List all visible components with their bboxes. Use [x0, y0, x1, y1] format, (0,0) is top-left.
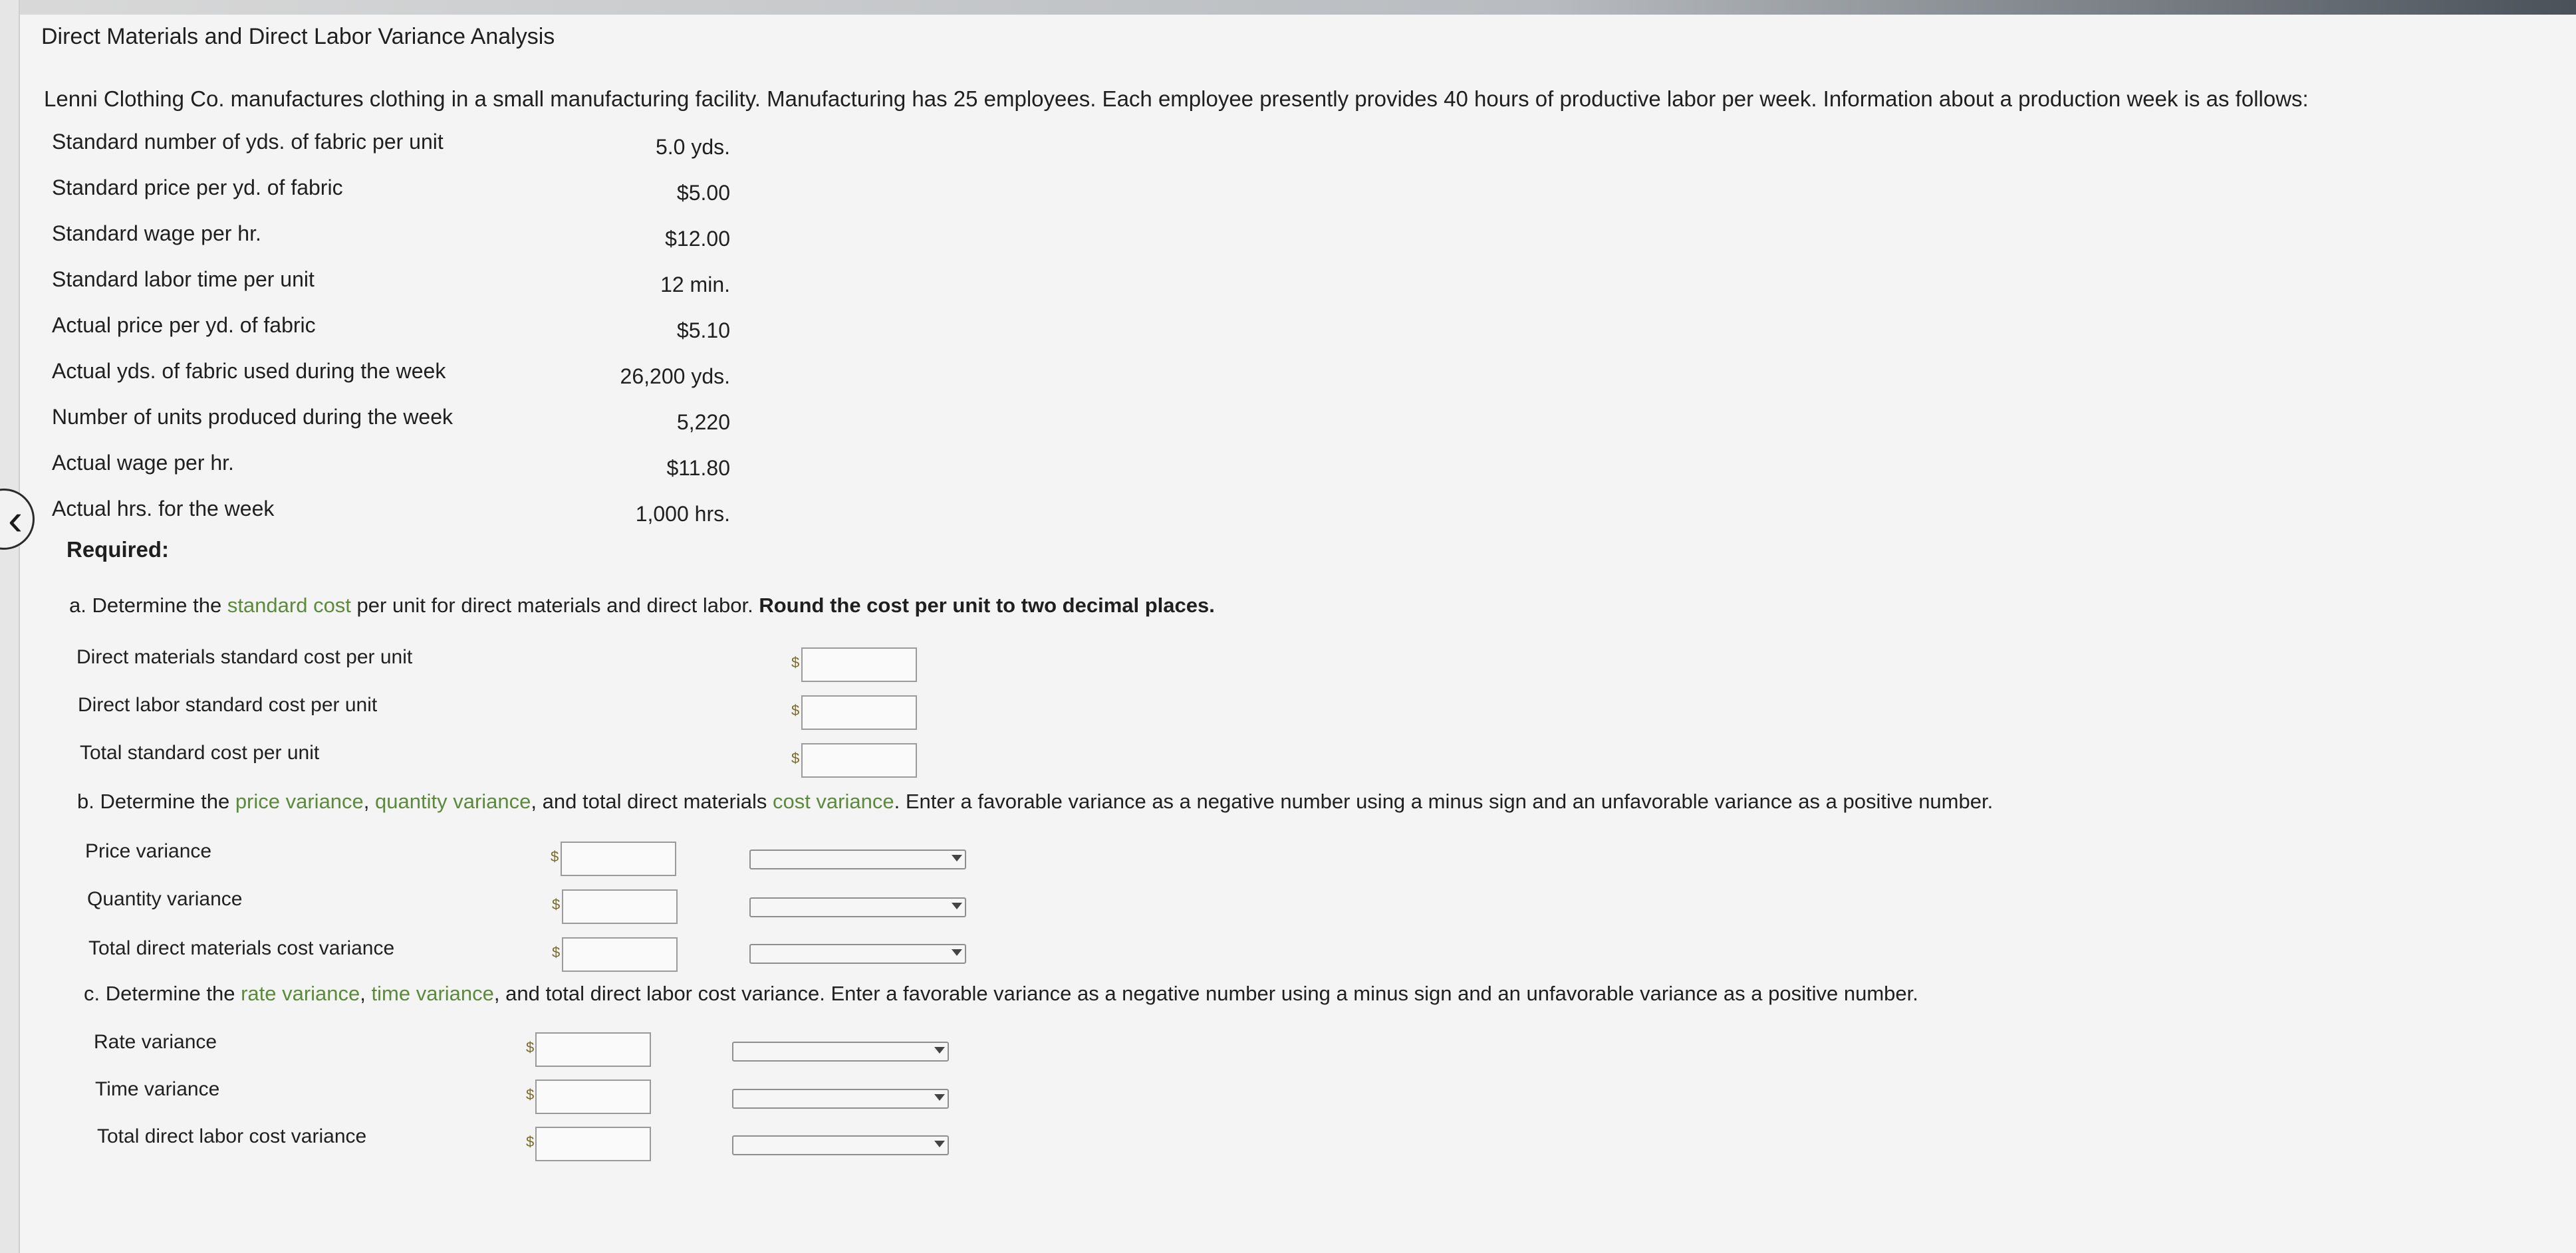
info-value: $5.10: [676, 318, 730, 342]
info-label: Actual price per yd. of fabric: [52, 313, 316, 337]
part-b-instructions: [77, 790, 1993, 814]
part-c-instructions: [84, 982, 1918, 1006]
chevron-down-icon: [952, 855, 962, 861]
info-row: [52, 359, 730, 405]
quantity-variance-input[interactable]: [562, 889, 678, 924]
info-row: [52, 497, 730, 542]
info-row: [52, 313, 730, 359]
total-dm-cost-variance-input[interactable]: [562, 937, 678, 972]
info-value: $11.80: [666, 456, 730, 480]
info-label: Standard wage per hr.: [52, 221, 261, 245]
dl-standard-cost-input[interactable]: [801, 695, 917, 730]
dm-standard-cost-input[interactable]: [801, 647, 917, 682]
dollar-sign: $: [791, 654, 800, 671]
part-c-text: ,: [360, 982, 372, 1005]
part-c-prefix: c.: [84, 982, 100, 1005]
info-row: [52, 221, 730, 267]
rate-variance-link[interactable]: rate variance: [241, 982, 360, 1005]
dollar-sign: $: [552, 896, 561, 913]
answer-label: Direct labor standard cost per unit: [78, 694, 378, 716]
info-label: Standard labor time per unit: [52, 267, 315, 291]
answer-label: Time variance: [95, 1078, 220, 1100]
info-row: [52, 451, 730, 497]
page-title: Direct Materials and Direct Labor Variance Analysis: [41, 24, 555, 49]
info-label: Standard number of yds. of fabric per unit: [52, 130, 444, 154]
total-dl-cost-variance-select[interactable]: [732, 1135, 949, 1155]
answer-label: Total direct labor cost variance: [97, 1125, 367, 1147]
time-variance-input[interactable]: [535, 1080, 651, 1114]
required-heading: Required:: [66, 537, 170, 562]
info-label: Actual hrs. for the week: [52, 497, 275, 520]
chevron-down-icon: [934, 1047, 945, 1054]
info-value: 5,220: [676, 410, 730, 434]
quantity-variance-select[interactable]: [749, 897, 966, 917]
dollar-sign: $: [552, 944, 561, 961]
info-label: Standard price per yd. of fabric: [52, 175, 343, 199]
left-panel-strip: [0, 0, 20, 1253]
dollar-sign: $: [526, 1039, 535, 1056]
time-variance-select[interactable]: [732, 1089, 949, 1109]
info-value: 12 min.: [660, 273, 730, 296]
chevron-down-icon: [934, 1094, 945, 1101]
info-row: [52, 405, 730, 451]
price-variance-select[interactable]: [749, 850, 966, 869]
answer-label: Direct materials standard cost per unit: [76, 646, 413, 668]
part-b-text: ,: [363, 790, 376, 813]
answer-label: Quantity variance: [87, 888, 243, 910]
part-b-prefix: b.: [77, 790, 94, 813]
chevron-down-icon: [952, 949, 962, 956]
standard-cost-link[interactable]: standard cost: [227, 594, 351, 617]
part-c-text: , and total direct labor cost variance. Enter a favorable variance as a negative number using a minus sign and an unfavorable variance as a positive number.: [493, 982, 1918, 1005]
total-standard-cost-input[interactable]: [801, 743, 917, 778]
dollar-sign: $: [526, 1133, 535, 1150]
info-label: Actual wage per hr.: [52, 451, 234, 475]
chevron-down-icon: [952, 903, 962, 909]
answer-label: Total standard cost per unit: [80, 742, 320, 764]
time-variance-link[interactable]: time variance: [371, 982, 494, 1005]
part-a-prefix: a.: [69, 594, 86, 617]
rate-variance-input[interactable]: [535, 1032, 651, 1067]
part-b-text: . Enter a favorable variance as a negative number using a minus sign and an unfavorable variance as a positive number.: [894, 790, 1994, 813]
part-c-text: Determine the: [105, 982, 241, 1005]
window-top-bar: [0, 0, 2576, 15]
rate-variance-select[interactable]: [732, 1042, 949, 1062]
part-a-text: per unit for direct materials and direct labor.: [350, 594, 759, 617]
dollar-sign: $: [791, 702, 800, 719]
chevron-left-icon: ‹: [8, 495, 23, 544]
info-label: Actual yds. of fabric used during the week: [52, 359, 446, 383]
part-b-text: Determine the: [100, 790, 235, 813]
info-row: [52, 267, 730, 313]
total-dl-cost-variance-input[interactable]: [535, 1127, 651, 1161]
cost-variance-link[interactable]: cost variance: [772, 790, 894, 813]
price-variance-link[interactable]: price variance: [235, 790, 364, 813]
answer-label: Rate variance: [94, 1031, 217, 1053]
back-button[interactable]: [0, 489, 35, 550]
info-value: 26,200 yds.: [620, 364, 730, 388]
part-a-bold-instruction: Round the cost per unit to two decimal places.: [759, 594, 1215, 617]
dollar-sign: $: [551, 848, 559, 865]
dollar-sign: $: [791, 750, 800, 766]
info-value: $5.00: [676, 181, 730, 205]
part-b-text: , and total direct materials: [531, 790, 773, 813]
dollar-sign: $: [526, 1086, 535, 1103]
part-a-instructions: [69, 594, 1215, 618]
quantity-variance-link[interactable]: quantity variance: [375, 790, 531, 813]
info-row: [52, 175, 730, 221]
problem-intro: Lenni Clothing Co. manufactures clothing in a small manufacturing facility. Manufacturing has 25 employees. Each employee presently provides 40 hours of productive labor per week. Information about a production week is as follows:: [44, 86, 2309, 111]
part-a-text: Determine the: [92, 594, 227, 617]
price-variance-input[interactable]: [561, 842, 676, 876]
info-label: Number of units produced during the week: [52, 405, 453, 429]
info-row: [52, 130, 730, 175]
info-value: 5.0 yds.: [655, 135, 730, 159]
answer-label: Total direct materials cost variance: [88, 937, 395, 959]
total-dm-cost-variance-select[interactable]: [749, 944, 966, 964]
answer-label: Price variance: [85, 840, 212, 862]
chevron-down-icon: [934, 1141, 945, 1147]
info-table: [52, 130, 730, 542]
info-value: $12.00: [665, 227, 730, 251]
info-value: 1,000 hrs.: [635, 502, 730, 526]
